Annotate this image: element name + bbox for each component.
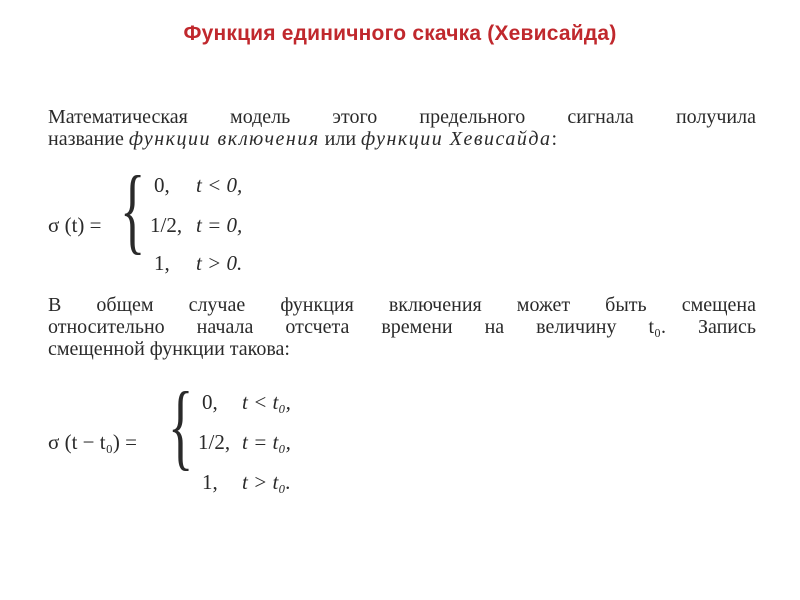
formula1-lhs: σ (t) = [48,213,102,237]
slide-title: Функция единичного скачка (Хевисайда) [183,22,617,45]
formula2-case-2-condition: t = t₀, [242,430,291,454]
shifted-line-2: относительно начала отсчета времени на величину t₀. Запись [48,316,756,338]
formula1-case-3-condition: t > 0. [196,251,243,275]
term-heaviside-function: функции Хевисайда [361,128,552,150]
intro-line-2-suffix: : [551,128,558,150]
formula2-case-2 [198,430,230,455]
formula2-brace: { [168,372,194,479]
intro-line-2-mid: или [319,128,362,150]
intro-line-2-prefix: название [48,128,129,150]
formula1-case-1-condition: t < 0, [196,173,243,197]
formula1-case-3-value: 1, [154,251,170,275]
intro-line-1: Математическая модель этого предельного сигнала получила [48,106,756,128]
formula2-case-1-value: 0, [202,390,218,414]
formula2-case-1 [202,390,218,415]
formula2-case-2-value: 1/2, [198,430,231,454]
formula2-case-3-condition: t > t₀. [242,470,291,494]
formula1-case-2-condition: t = 0, [196,213,243,237]
formula2-case-3-value: 1, [202,470,218,494]
formula1-brace: { [120,156,146,263]
formula2-case-1-condition: t < t₀, [242,390,291,414]
formula1-case-2-value: 1/2, [150,213,183,237]
formula2-case-3 [202,470,218,495]
formula2-lhs: σ (t − t₀) = [48,430,137,454]
term-switch-function: функции включения [128,128,320,150]
formula1-case-1-value: 0, [154,173,170,197]
shifted-line-3: смещенной функции такова: [48,338,290,360]
shifted-line-1: В общем случае функция включения может быть смещена [48,294,756,316]
